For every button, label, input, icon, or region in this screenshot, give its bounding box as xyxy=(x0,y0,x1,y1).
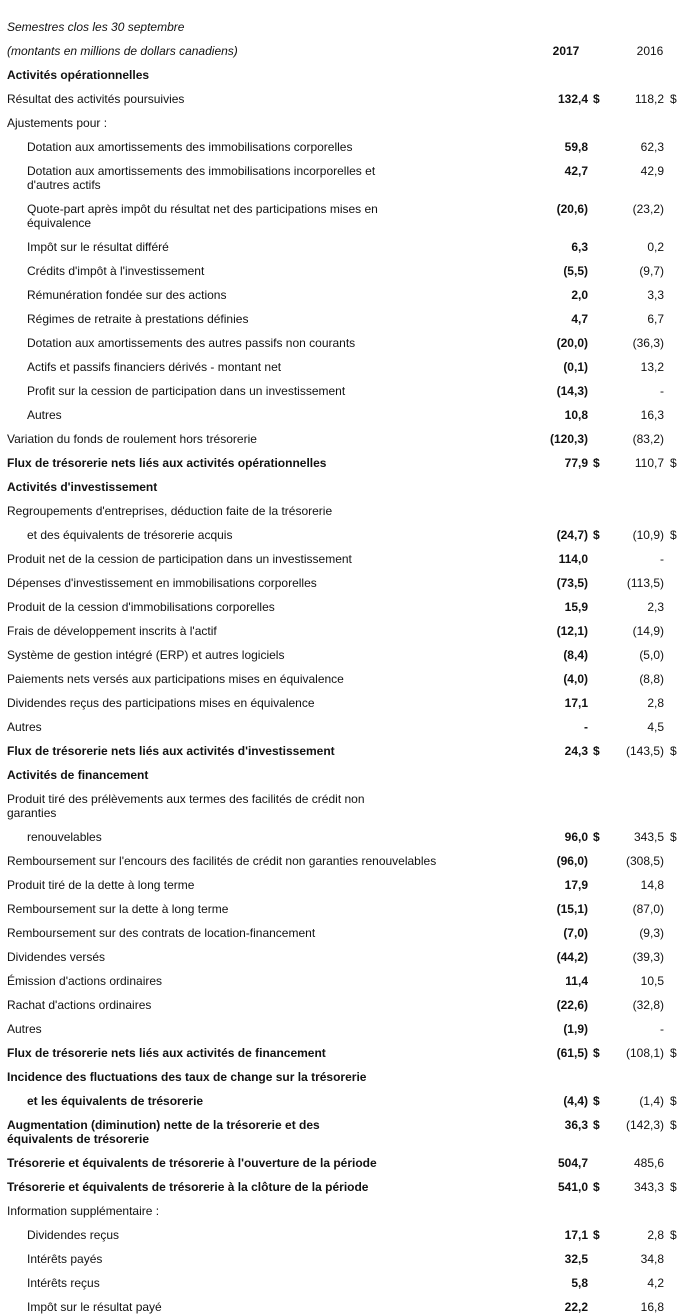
value-2016: 6,7 xyxy=(647,312,664,326)
value-2016: 62,3 xyxy=(640,140,664,154)
value-2017: (8,4) xyxy=(563,648,588,662)
row-label: Crédits d'impôt à l'investissement xyxy=(27,264,205,278)
currency-2017: $ xyxy=(593,744,600,758)
value-2017: (0,1) xyxy=(563,360,588,374)
value-2016: 0,2 xyxy=(647,240,664,254)
row-label: Dotation aux amortissements des autres passifs non courants xyxy=(27,336,356,350)
row-label: Régimes de retraite à prestations définies xyxy=(27,312,249,326)
value-2016: 2,8 xyxy=(647,1228,664,1242)
value-2016: (32,8) xyxy=(632,998,664,1012)
row-label: Augmentation (diminution) nette de la trésorerie et des équivalents de trésorerie xyxy=(7,1118,320,1146)
row-label: Flux de trésorerie nets liés aux activités d'investissement xyxy=(7,744,335,758)
value-2017: 10,8 xyxy=(564,408,588,422)
row-label: Information supplémentaire : xyxy=(7,1204,160,1218)
currency-2017: $ xyxy=(593,1094,600,1108)
value-2017: (22,6) xyxy=(556,998,588,1012)
row-label: Flux de trésorerie nets liés aux activités opérationnelles xyxy=(7,456,327,470)
row-label: Produit tiré des prélèvements aux termes des facilités de crédit non garanties xyxy=(7,792,365,820)
currency-2016: $ xyxy=(670,92,677,106)
value-2017: (4,4) xyxy=(563,1094,588,1108)
value-2017: 22,2 xyxy=(564,1300,588,1314)
currency-2016: $ xyxy=(670,1094,677,1108)
row-label: et des équivalents de trésorerie acquis xyxy=(27,528,233,542)
row-label: Intérêts reçus xyxy=(27,1276,100,1290)
row-label: Produit de la cession d'immobilisations corporelles xyxy=(7,600,275,614)
row-label: Autres xyxy=(7,720,42,734)
currency-2017: $ xyxy=(593,456,600,470)
row-label: Quote-part après impôt du résultat net des participations mises en équivalence xyxy=(27,202,378,230)
value-2017: (61,5) xyxy=(556,1046,588,1060)
row-label: Incidence des fluctuations des taux de change sur la trésorerie xyxy=(7,1070,367,1084)
value-2017: 36,3 xyxy=(564,1118,588,1132)
row-label: Activités de financement xyxy=(7,768,149,782)
currency-2016: $ xyxy=(670,528,677,542)
value-2016: (83,2) xyxy=(632,432,664,446)
row-label: Autres xyxy=(7,1022,42,1036)
row-label: Rémunération fondée sur des actions xyxy=(27,288,227,302)
row-label: Trésorerie et équivalents de trésorerie à la clôture de la période xyxy=(7,1180,369,1194)
row-label: Remboursement sur l'encours des facilités de crédit non garanties renouvelables xyxy=(7,854,437,868)
value-2016: 118,2 xyxy=(634,92,664,106)
value-2016: - xyxy=(660,1022,664,1036)
currency-2016: $ xyxy=(670,1046,677,1060)
value-2017: 96,0 xyxy=(564,830,588,844)
units-caption: (montants en millions de dollars canadiens) xyxy=(7,44,238,58)
row-label: Frais de développement inscrits à l'actif xyxy=(7,624,217,638)
value-2017: 2,0 xyxy=(571,288,588,302)
value-2016: 3,3 xyxy=(647,288,664,302)
row-label: et les équivalents de trésorerie xyxy=(27,1094,204,1108)
value-2016: 4,2 xyxy=(647,1276,664,1290)
value-2017: (5,5) xyxy=(563,264,588,278)
value-2017: 5,8 xyxy=(571,1276,588,1290)
row-label: Profit sur la cession de participation dans un investissement xyxy=(27,384,346,398)
currency-2017: $ xyxy=(593,528,600,542)
value-2017: 17,9 xyxy=(564,878,588,892)
row-label: Remboursement sur la dette à long terme xyxy=(7,902,229,916)
value-2016: (142,3) xyxy=(625,1118,664,1132)
value-2016: 4,5 xyxy=(647,720,664,734)
value-2017: 541,0 xyxy=(557,1180,588,1194)
row-label: Émission d'actions ordinaires xyxy=(7,974,163,988)
value-2016: 42,9 xyxy=(640,164,664,178)
value-2016: (10,9) xyxy=(632,528,664,542)
currency-2017: $ xyxy=(593,1118,600,1132)
value-2016: (9,3) xyxy=(639,926,664,940)
value-2017: (24,7) xyxy=(556,528,588,542)
row-label: Produit tiré de la dette à long terme xyxy=(7,878,195,892)
row-label: Trésorerie et équivalents de trésorerie à l'ouverture de la période xyxy=(7,1156,377,1170)
currency-2017: $ xyxy=(593,1180,600,1194)
value-2016: - xyxy=(660,552,664,566)
period-caption: Semestres clos les 30 septembre xyxy=(7,20,185,34)
value-2016: (1,4) xyxy=(639,1094,664,1108)
value-2016: (108,1) xyxy=(625,1046,664,1060)
value-2017: (15,1) xyxy=(556,902,588,916)
value-2016: (9,7) xyxy=(639,264,664,278)
currency-2016: $ xyxy=(670,830,677,844)
row-label: Rachat d'actions ordinaires xyxy=(7,998,152,1012)
value-2016: (36,3) xyxy=(632,336,664,350)
row-label: Dividendes reçus xyxy=(27,1228,120,1242)
value-2016: 16,8 xyxy=(640,1300,664,1314)
value-2017: (14,3) xyxy=(556,384,588,398)
value-2017: (96,0) xyxy=(556,854,588,868)
currency-2016: $ xyxy=(670,1118,677,1132)
row-label: Regroupements d'entreprises, déduction faite de la trésorerie xyxy=(7,504,333,518)
value-2017: (20,6) xyxy=(556,202,588,216)
value-2017: 17,1 xyxy=(564,696,588,710)
value-2017: 32,5 xyxy=(564,1252,588,1266)
value-2017: - xyxy=(584,720,588,734)
row-label: Variation du fonds de roulement hors trésorerie xyxy=(7,432,257,446)
value-2016: 110,7 xyxy=(634,456,664,470)
value-2017: 504,7 xyxy=(557,1156,588,1170)
value-2016: (39,3) xyxy=(632,950,664,964)
value-2016: 16,3 xyxy=(640,408,664,422)
value-2017: (20,0) xyxy=(556,336,588,350)
value-2017: (44,2) xyxy=(556,950,588,964)
value-2017: 77,9 xyxy=(564,456,588,470)
row-label: Impôt sur le résultat payé xyxy=(27,1300,162,1314)
row-label: Remboursement sur des contrats de location-financement xyxy=(7,926,316,940)
value-2017: (12,1) xyxy=(556,624,588,638)
row-label: Système de gestion intégré (ERP) et autres logiciels xyxy=(7,648,285,662)
value-2017: 11,4 xyxy=(565,974,588,988)
value-2016: 13,2 xyxy=(640,360,664,374)
row-label: Intérêts payés xyxy=(27,1252,103,1266)
row-label: Dotation aux amortissements des immobilisations corporelles xyxy=(27,140,353,154)
year-current-header: 2017 xyxy=(552,44,580,58)
value-2017: 6,3 xyxy=(571,240,588,254)
currency-2017: $ xyxy=(593,1046,600,1060)
value-2016: (23,2) xyxy=(632,202,664,216)
row-label: Produit net de la cession de participation dans un investissement xyxy=(7,552,352,566)
value-2017: 4,7 xyxy=(571,312,588,326)
value-2016: - xyxy=(660,384,664,398)
row-label: Paiements nets versés aux participations mises en équivalence xyxy=(7,672,344,686)
currency-2017: $ xyxy=(593,92,600,106)
currency-2017: $ xyxy=(593,1228,600,1242)
row-label: Dividendes versés xyxy=(7,950,106,964)
value-2017: 42,7 xyxy=(564,164,588,178)
value-2017: 132,4 xyxy=(557,92,588,106)
value-2017: 24,3 xyxy=(564,744,588,758)
row-label: Impôt sur le résultat différé xyxy=(27,240,169,254)
row-label: Flux de trésorerie nets liés aux activités de financement xyxy=(7,1046,326,1060)
value-2017: 15,9 xyxy=(564,600,588,614)
value-2017: (120,3) xyxy=(549,432,588,446)
value-2016: 343,5 xyxy=(633,830,664,844)
value-2017: (4,0) xyxy=(563,672,588,686)
value-2016: (143,5) xyxy=(625,744,664,758)
value-2017: 17,1 xyxy=(564,1228,588,1242)
currency-2016: $ xyxy=(670,1228,677,1242)
row-label: Résultat des activités poursuivies xyxy=(7,92,185,106)
value-2017: (73,5) xyxy=(556,576,588,590)
value-2016: 485,6 xyxy=(633,1156,664,1170)
value-2016: 2,8 xyxy=(647,696,664,710)
row-label: Ajustements pour : xyxy=(7,116,108,130)
row-label: Dotation aux amortissements des immobilisations incorporelles et d'autres actifs xyxy=(27,164,376,192)
year-prior-header: 2016 xyxy=(636,44,664,58)
currency-2016: $ xyxy=(670,744,677,758)
value-2016: 34,8 xyxy=(640,1252,664,1266)
row-label: Dépenses d'investissement en immobilisations corporelles xyxy=(7,576,317,590)
row-label: Activités d'investissement xyxy=(7,480,158,494)
row-label: Activités opérationnelles xyxy=(7,68,150,82)
value-2017: (1,9) xyxy=(563,1022,588,1036)
value-2017: 59,8 xyxy=(564,140,588,154)
value-2016: 2,3 xyxy=(647,600,664,614)
value-2016: (87,0) xyxy=(632,902,664,916)
value-2016: (8,8) xyxy=(639,672,664,686)
row-label: renouvelables xyxy=(27,830,102,844)
value-2017: (7,0) xyxy=(563,926,588,940)
value-2016: (308,5) xyxy=(625,854,664,868)
row-label: Dividendes reçus des participations mises en équivalence xyxy=(7,696,315,710)
value-2016: (113,5) xyxy=(626,576,664,590)
value-2016: 10,5 xyxy=(640,974,664,988)
value-2016: (14,9) xyxy=(632,624,664,638)
currency-2016: $ xyxy=(670,456,677,470)
value-2016: 343,3 xyxy=(633,1180,664,1194)
value-2017: 114,0 xyxy=(558,552,588,566)
currency-2016: $ xyxy=(670,1180,677,1194)
row-label: Actifs et passifs financiers dérivés - montant net xyxy=(27,360,282,374)
value-2016: 14,8 xyxy=(640,878,664,892)
value-2016: (5,0) xyxy=(639,648,664,662)
row-label: Autres xyxy=(27,408,62,422)
currency-2017: $ xyxy=(593,830,600,844)
